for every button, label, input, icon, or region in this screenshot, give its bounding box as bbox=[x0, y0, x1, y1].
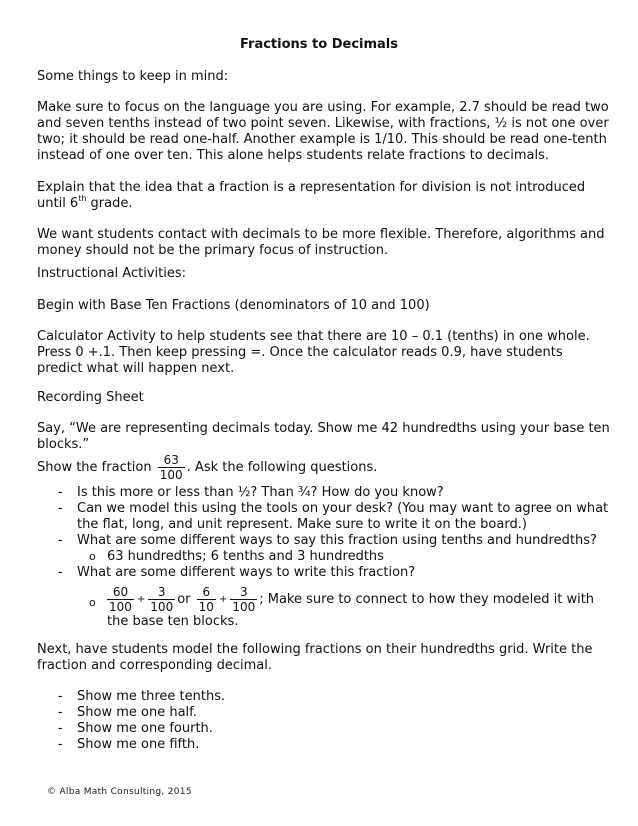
question-text: Is this more or less than ½? Than ¾? How do you know? bbox=[77, 485, 444, 500]
language-paragraph: Make sure to focus on the language you are using. For example, 2.7 should be read two and seven tenths instead of two point seven. Likewise, with fractions, ½ is not one over two; it should be read one-half. Another example is 1/10. This should be read one-tenth instead of one over ten. This alone helps students relate fractions to decimals. bbox=[37, 100, 609, 163]
bullet-dash: - bbox=[58, 689, 63, 704]
page-title: Fractions to Decimals bbox=[239, 37, 398, 52]
list-item bbox=[58, 533, 613, 549]
say-paragraph: Say, “We are representing decimals today. Show me 42 hundredths using your base ten blocks.” bbox=[37, 421, 610, 452]
bullet-circle: o bbox=[89, 596, 96, 609]
bullet-dash: - bbox=[58, 533, 63, 548]
fraction-3-100-second bbox=[230, 585, 257, 614]
or-text: or bbox=[177, 592, 191, 607]
fraction-denominator: 10 bbox=[198, 600, 214, 614]
calculator-paragraph: Calculator Activity to help students see that there are 10 – 0.1 (tenths) in one whole. Press 0 +.1. Then keep pressing =. Once the calculator reads 0.9, have students predict what will happen next. bbox=[37, 329, 590, 376]
show-me-list bbox=[58, 689, 613, 753]
fraction-63-100 bbox=[158, 453, 185, 482]
show-me-text: Show me three tenths. bbox=[77, 689, 226, 704]
bullet-dash: - bbox=[58, 485, 63, 500]
fraction-3-100 bbox=[148, 585, 175, 614]
bullet-dash: - bbox=[58, 721, 63, 736]
fraction-numerator: 3 bbox=[148, 585, 175, 600]
fraction-numerator: 60 bbox=[107, 585, 134, 600]
list-item bbox=[58, 737, 613, 753]
ordinal-superscript: th bbox=[78, 193, 87, 203]
division-text-end: grade. bbox=[86, 196, 133, 211]
fraction-numerator: 63 bbox=[158, 453, 185, 468]
model-paragraph: Next, have students model the following fractions on their hundredths grid. Write the fraction and corresponding decimal. bbox=[37, 642, 593, 673]
bullet-dash: - bbox=[58, 737, 63, 752]
sub-list-item bbox=[58, 549, 613, 565]
fraction-60-100 bbox=[107, 585, 134, 614]
bullet-dash: - bbox=[58, 565, 63, 580]
bullet-circle: o bbox=[89, 550, 96, 563]
show-me-text: Show me one fourth. bbox=[77, 721, 213, 736]
fraction-denominator: 100 bbox=[232, 600, 256, 614]
fraction-numerator: 3 bbox=[230, 585, 257, 600]
bullet-dash: - bbox=[58, 501, 63, 516]
division-paragraph bbox=[37, 180, 612, 212]
show-fraction-text: Show the fraction bbox=[37, 460, 152, 475]
recording-sheet-text: Recording Sheet bbox=[37, 390, 144, 405]
list-item bbox=[58, 501, 613, 533]
show-fraction-line bbox=[37, 453, 612, 482]
question-text: Can we model this using the tools on your desk? (You may want to agree on what the flat, long, and unit represent. Make sure to write it on the board.) bbox=[77, 501, 609, 532]
list-item bbox=[58, 705, 613, 721]
show-fraction-after: . Ask the following questions. bbox=[186, 460, 378, 475]
show-me-text: Show me one half. bbox=[77, 705, 197, 720]
plus-sign: + bbox=[218, 593, 228, 605]
question-list bbox=[58, 485, 613, 630]
bullet-dash: - bbox=[58, 705, 63, 720]
list-item bbox=[58, 721, 613, 737]
intro-text: Some things to keep in mind: bbox=[37, 69, 229, 84]
fraction-6-10 bbox=[197, 585, 216, 614]
fraction-denominator: 100 bbox=[150, 600, 174, 614]
sub-item-text: 63 hundredths; 6 tenths and 3 hundredths bbox=[107, 549, 384, 564]
sub-item-after-text: ; Make sure to connect to how they modeled it with the base ten blocks. bbox=[107, 592, 595, 629]
list-item bbox=[58, 485, 613, 501]
base-ten-paragraph: Begin with Base Ten Fractions (denominators of 10 and 100) bbox=[37, 298, 430, 313]
division-text: Explain that the idea that a fraction is a representation for division is not introduced until 6 bbox=[37, 180, 586, 211]
fraction-denominator: 100 bbox=[159, 468, 183, 482]
flexibility-paragraph: We want students contact with decimals to be more flexible. Therefore, algorithms and money should not be the primary focus of instruction. bbox=[37, 227, 605, 258]
question-text: What are some different ways to say this fraction using tenths and hundredths? bbox=[77, 533, 597, 548]
sub-list-item bbox=[58, 585, 613, 630]
list-item bbox=[58, 689, 613, 705]
copyright-footer: © Alba Math Consulting, 2015 bbox=[47, 787, 192, 797]
fraction-denominator: 100 bbox=[109, 600, 132, 614]
show-me-text: Show me one fifth. bbox=[77, 737, 200, 752]
activities-heading: Instructional Activities: bbox=[37, 266, 186, 281]
plus-sign: + bbox=[136, 593, 146, 605]
question-text: What are some different ways to write this fraction? bbox=[77, 565, 416, 580]
list-item bbox=[58, 565, 613, 581]
fraction-numerator: 6 bbox=[197, 585, 216, 600]
